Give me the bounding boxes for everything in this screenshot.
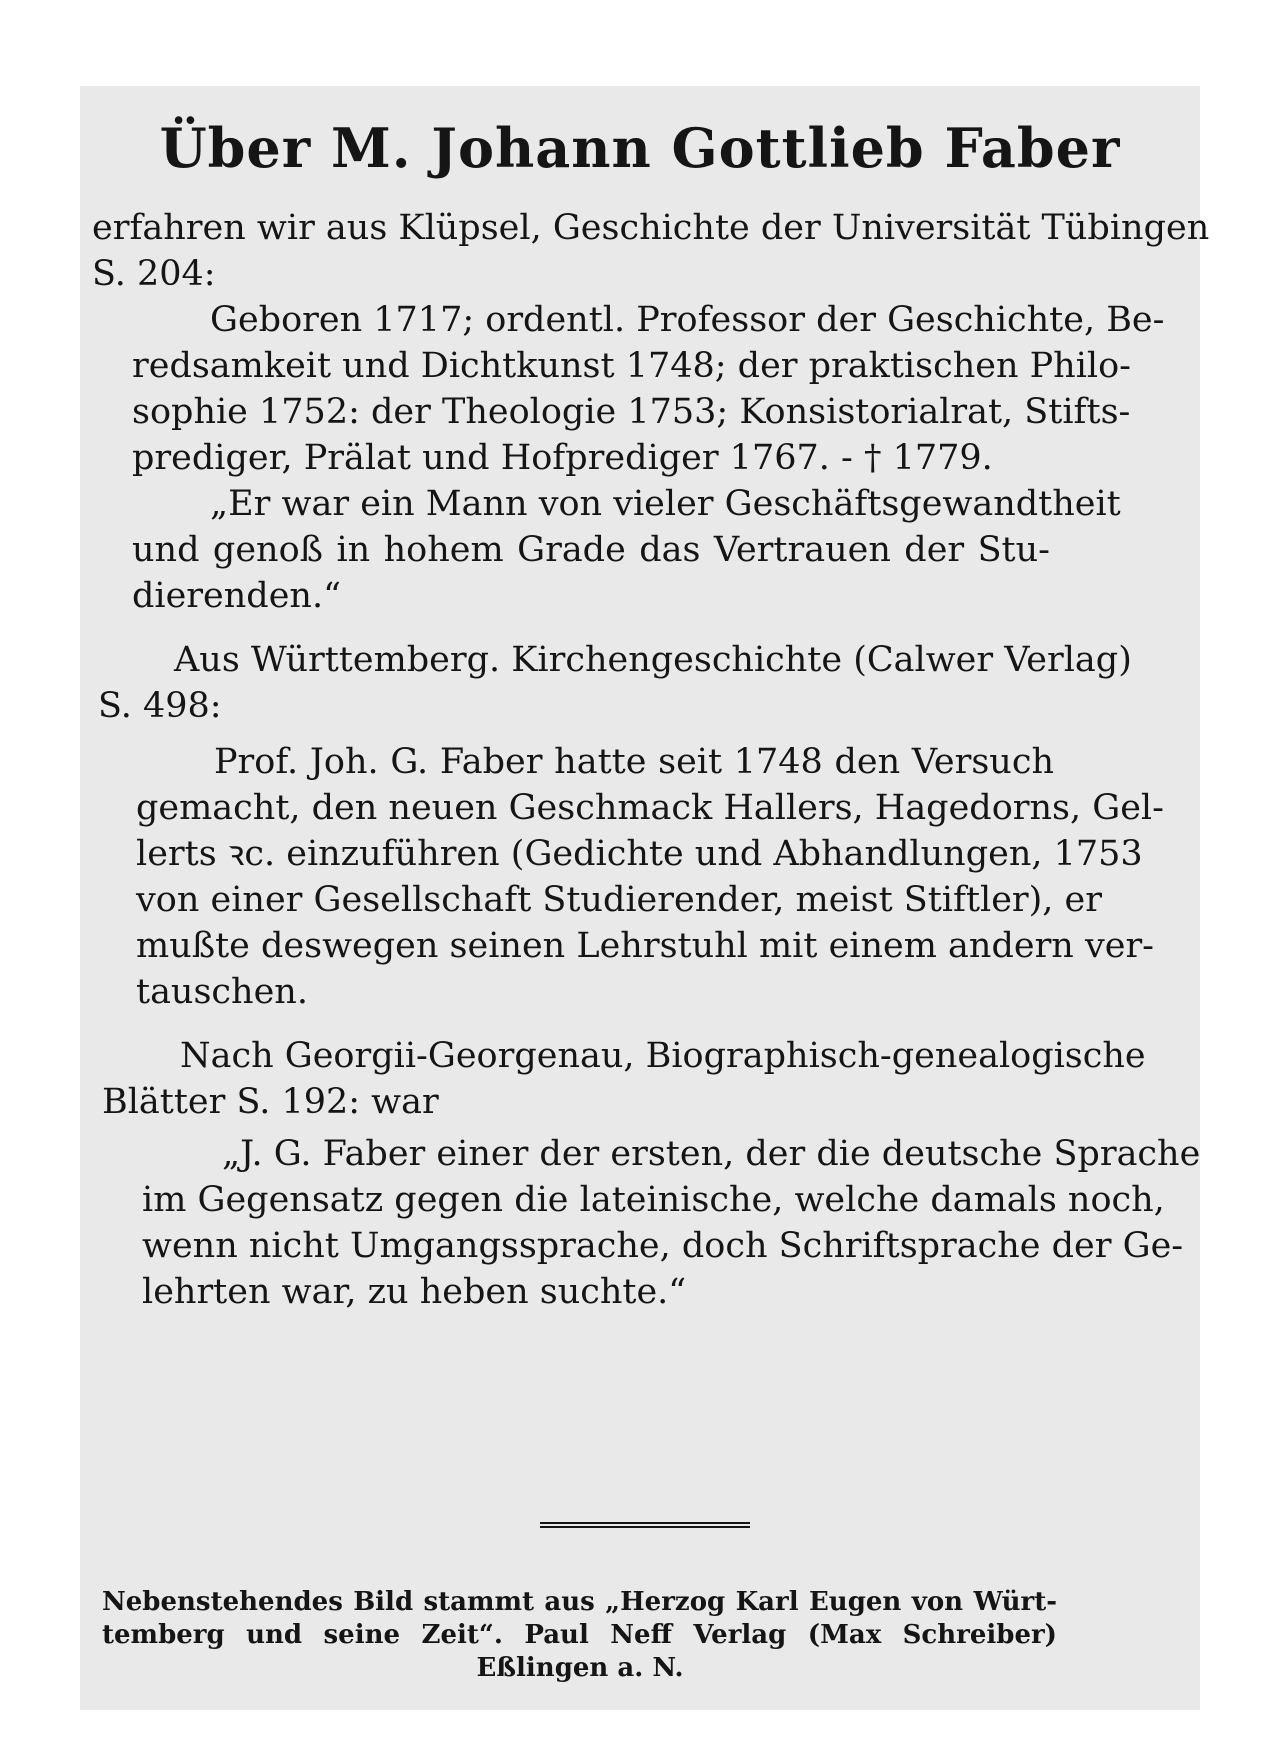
text-line: erfahren wir aus Klüpsel, Geschichte der Universität Tübingen (92, 208, 1210, 248)
text-line: prediger, Prälat und Hofprediger 1767. - † 1779. (132, 438, 993, 478)
text-line: im Gegensatz gegen die lateinische, welche damals noch, (142, 1180, 1165, 1220)
footnote-line: Nebenstehendes Bild stammt aus „Herzog Karl Eugen von Würt- (102, 1587, 1057, 1617)
text-line: Geboren 1717; ordentl. Professor der Geschichte, Be- (210, 300, 1165, 340)
section-divider (540, 1522, 750, 1528)
text-line: S. 498: (98, 686, 222, 726)
text-line: wenn nicht Umgangssprache, doch Schriftsprache der Ge- (142, 1226, 1184, 1266)
text-line: und genoß in hohem Grade das Vertrauen der Stu- (132, 530, 1050, 570)
text-line: lehrten war, zu heben suchte.“ (142, 1272, 687, 1312)
text-line: Blätter S. 192: war (102, 1082, 439, 1122)
text-line: S. 204: (92, 254, 216, 294)
text-line: Nach Georgii-Georgenau, Biographisch-genealogische (180, 1036, 1146, 1076)
page-title: Über M. Johann Gottlieb Faber (159, 116, 1121, 180)
text-line: mußte deswegen seinen Lehrstuhl mit einem andern ver- (136, 926, 1155, 966)
text-line: „J. G. Faber einer der ersten, der die deutsche Sprache (222, 1134, 1201, 1174)
footnote-line: Eßlingen a. N. (476, 1653, 684, 1683)
text-line: Aus Württemberg. Kirchengeschichte (Calwer Verlag) (174, 640, 1132, 680)
footnote-line: temberg und seine Zeit“. Paul Neff Verlag (Max Schreiber) (102, 1620, 1057, 1650)
text-line: von einer Gesellschaft Studierender, meist Stiftler), er (136, 880, 1103, 920)
text-line: dierenden.“ (132, 576, 341, 616)
text-line: tauschen. (136, 972, 308, 1012)
text-line: redsamkeit und Dichtkunst 1748; der praktischen Philo- (132, 346, 1131, 386)
text-line: sophie 1752: der Theologie 1753; Konsistorialrat, Stifts- (132, 392, 1131, 432)
scanned-page (80, 86, 1210, 1710)
text-line: gemacht, den neuen Geschmack Hallers, Hagedorns, Gel- (136, 788, 1164, 828)
text-line: lerts ꝛc. einzuführen (Gedichte und Abhandlungen, 1753 (136, 834, 1143, 874)
text-line: Prof. Joh. G. Faber hatte seit 1748 den Versuch (214, 742, 1054, 782)
text-line: „Er war ein Mann von vieler Geschäftsgewandtheit (210, 484, 1121, 524)
